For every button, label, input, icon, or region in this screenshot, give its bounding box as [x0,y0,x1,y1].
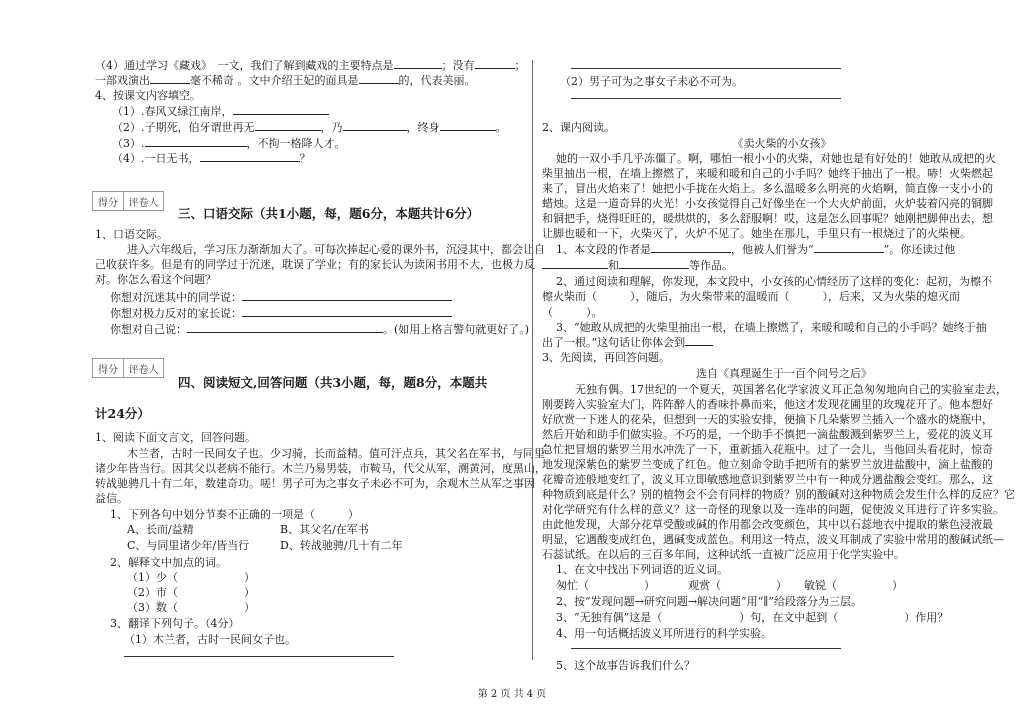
story-text: 蜡烛。这是一道奇异的火光！小女孩觉得自己好像坐在一个大火炉前面，火炉装着闪亮的铜脚 [542,197,993,210]
answer-line[interactable] [571,648,841,649]
q4-4-line1: （4）通过学习《藏戏》 一文，我们了解到藏戏的主要特点是 ；没有 ； [95,59,526,72]
r1-question-3: 3、翻译下列句子。（4分） [110,617,240,630]
article-text: 无独有偶。17世纪的一个夏天，英国著名化学家波义耳正急匆匆地向自己的实验室走去， [575,383,1007,396]
score-box: 得分 评卷人 [92,191,164,211]
blank[interactable] [150,73,190,84]
q4-fill-2: （2）.子期死，伯牙谓世再无 ，乃 ，终身 。 [112,121,507,134]
oral-answer-3: 你想对自己说： 。(如用上格言警句就更好了。) [110,323,530,336]
story-text: 和铜把手，烧得旺旺的，暖烘烘的，多么舒服啊！哎，这是怎么回事呢？她刚把脚伸出去，想 [542,212,993,225]
blank[interactable] [343,120,407,131]
blank[interactable] [394,58,442,69]
synonym-3: 敏锐（ ） [804,579,903,592]
story-text: 让脚也暖和一下，火柴灭了，火炉不见了。她坐在那儿，手里只有一根烧过了的火柴梗。 [542,227,971,240]
article-text: 好欣赏一下迷人的花朵，但想到一天的实验安排，便摘下几朵紫罗兰插入一个盛水的烧瓶中， [542,413,993,426]
r2-question-2: 2、通过阅读和理解，你发现，本文段中，小女孩的心情经历了这样的变化：起初，为檫不 [556,275,992,288]
q4-fill-1: （1）.春风又绿江南岸， [112,104,329,119]
r2-question-2-cont: （ ）。 [542,306,603,319]
answer-line[interactable] [187,322,383,333]
word-explain-1: （1）少（ ） [127,571,255,584]
story-title: 《卖火柴的小女孩》 [732,137,832,150]
article-text: 地发现深紫色的紫罗兰变成了红色。他立刻命令助手把所有的紫罗兰放进盐酸中，滴上盐酸的 [542,458,993,471]
r3-question-1: 1、在文中找出下列词语的近义词。 [556,563,728,576]
article-text: 急忙把冒烟的紫罗兰用水冲洗了一下，重新插入花瓶中。过了一会儿，当他回头看花时，惊奇 [542,443,993,456]
article-text: 对化学研究有什么样的意义？这一奇怪的现象以及一连串的问题，促使波义耳进行了许多实验。 [542,503,1004,516]
r2-question-3: 3、“她敢从成把的火柴里抽出一根，在墙上擦燃了，来暖和暖和自己的小手吗？她终于抽 [556,321,987,334]
q4-fill-3: （3）. ，不拘一格降人才。 [112,137,346,150]
blank[interactable] [619,258,689,269]
classical-text: 益信。 [95,492,128,505]
reading-2-title: 2、课内阅读。 [542,121,615,134]
blank[interactable] [440,120,496,131]
blank[interactable] [255,120,321,131]
section-4-heading-cont: 计24分） [95,406,150,421]
q4-4-line2: 一部戏演出 毫不稀奇 。文中介绍王妃的面具是 的，代表美丽。 [95,74,476,87]
r2-question-2-cont: 檫火柴而（ ），随后，为火柴带来的温暖而（ ），后来，又为火柴的熄灭而 [542,290,960,303]
reading-3-title: 3、先阅读，再回答问题。 [542,351,670,364]
reading-1-title: 1、阅读下面文言文，回答问题。 [95,431,256,444]
column-divider [532,60,533,660]
blank[interactable] [359,73,399,84]
article-text: 然后开始和助手们做实验。不巧的是，一个助手不慎把一滴盐酸溅到紫罗兰上，爱花的波义耳 [542,428,993,441]
q4-title: 4、按课文内容填空。 [95,89,201,102]
synonym-1: 匆忙（ ） [556,579,655,592]
article-text: 石蕊试纸。在以后的三百多年间，这种试纸一直被广泛应用于化学实验中。 [542,548,905,561]
answer-line[interactable] [124,656,394,657]
blank[interactable] [145,136,247,147]
blank[interactable] [651,242,731,253]
answer-line[interactable] [242,290,452,301]
blank[interactable] [542,258,608,269]
option-d[interactable]: D、转战驰骋/几十有二年 [280,539,403,552]
r3-question-3: 3、“无独有偶”这是（ ）句，在文中起到（ ）作用？ [556,611,949,624]
blank[interactable] [814,242,884,253]
page-number: 第 2 页 共 4 页 [477,689,547,700]
oral-paragraph: 己收获许多。但是有的同学过于沉迷，耽误了学业；有的家长认为读闲书用不大，也极力反 [95,258,535,271]
answer-line[interactable] [571,98,841,99]
article-text: 明显，它遇酸变成红色，遇碱变成蓝色。利用这一特点，波义耳制成了实验中常用的酸碱试纸— [542,533,1004,546]
r2-question-1: 1、本文段的作者是 ，他被人们誉为“ ”。你还读过他 [556,243,956,256]
translate-1: （1）木兰者，古时一民间女子也。 [124,633,296,646]
r3-question-2: 2、按“发现问题→研究问题→解决问题”用“∥”给段落分为三层。 [556,595,863,608]
option-a[interactable]: A、长而/益精 [127,523,194,536]
classical-text: 木兰者，古时一民间女子也。少习骑，长而益精。值可汗点兵，其父名在军书，与同里 [127,447,545,460]
article-text: 由此他发现，大部分花草受酸或碱的作用都会改变颜色，其中以石蕊地衣中提取的紫色浸液最 [542,518,993,531]
synonym-2: 观赏（ ） [688,579,787,592]
option-b[interactable]: B、其父名/在军书 [280,523,369,536]
article-source: 选自《真理诞生于一百个问号之后》 [696,367,872,380]
oral-question: 1、口语交际。 [95,228,168,241]
r1-question-1: 1、下列各句中划分节奏不正确的一项是（ ） [110,508,359,521]
translate-2: （2）男子可为之事女子未必不可为。 [560,75,743,88]
blank[interactable] [200,151,300,162]
r1-question-2: 2、解释文中加点的词。 [110,556,227,569]
article-text: 刚要跨入实验室大门，阵阵醉人的香味扑鼻而来，他这才发现花圃里的玫瑰花开了。他本想好 [542,398,993,411]
score-box: 得分 评卷人 [92,358,164,378]
section-4-heading: 四、阅读短文,回答问题（共3小题，每，题8分，本题共 [178,375,488,390]
section-3-heading: 三、口语交际（共1小题，每，题6分，本题共计6分） [178,206,480,221]
r2-question-3-cont: 出了一根。”这句话让你体会到 [542,335,713,350]
r3-question-4: 4、用一句话概括波义耳所进行的科学实验。 [556,627,772,640]
q4-fill-4: （4）.一日无书， ？ [112,152,311,165]
oral-paragraph: 进入六年级后，学习压力渐渐加大了。可每次捧起心爱的课外书，沉浸其中，都会让自 [127,243,545,256]
story-text: 柴里抽出一根，在墙上擦燃了，来暖和暖和自己的小手吗？她终于抽出了一根。哧！火柴燃起 [542,167,993,180]
article-text: 种物质到底是什么？别的植物会不会有同样的物质？别的酸碱对这种物质会发生什么样的反应？它 [542,488,1015,501]
r2-question-1-cont: 和 等作品。 [542,258,733,273]
r3-question-5: 5、这个故事告诉我们什么？ [556,659,695,672]
oral-answer-2: 你想对极力反对的家长说： [110,306,452,321]
blank[interactable] [685,335,713,346]
article-text: 花瓣奇迹般地变红了，波义耳立即敏感地意识到紫罗兰中有一种成分遇盐酸会变红。那么，这 [542,473,993,486]
story-text: 来了，冒出火焰来了！她把小手拢在火焰上。多么温暖多么明亮的火焰啊，简直像一支小小的 [542,182,993,195]
answer-line[interactable] [242,306,452,317]
answer-line[interactable] [571,68,841,69]
oral-answer-1: 你想对沉迷其中的同学说： [110,290,452,305]
word-explain-2: （2）市（ ） [127,586,255,599]
option-c[interactable]: C、与同里诸少年/皆当行 [127,539,250,552]
oral-paragraph: 对。你怎么看这个问题？ [95,273,216,286]
word-explain-3: （3）数（ ） [127,601,255,614]
classical-text: 诸少年皆当行。因其父以老病不能行。木兰乃易男装，市鞍马，代父从军，溯黄河，度黑山， [95,462,546,475]
blank[interactable] [475,58,515,69]
story-text: 她的一双小手几乎冻僵了。啊，哪怕一根小小的火柴，对她也是有好处的！她敢从成把的火 [556,152,996,165]
blank[interactable] [233,104,329,115]
classical-text: 转战驰骋几十有二年，数建奇功。嗟！男子可为之事女子未必不可为，余观木兰从军之事因 [95,477,535,490]
